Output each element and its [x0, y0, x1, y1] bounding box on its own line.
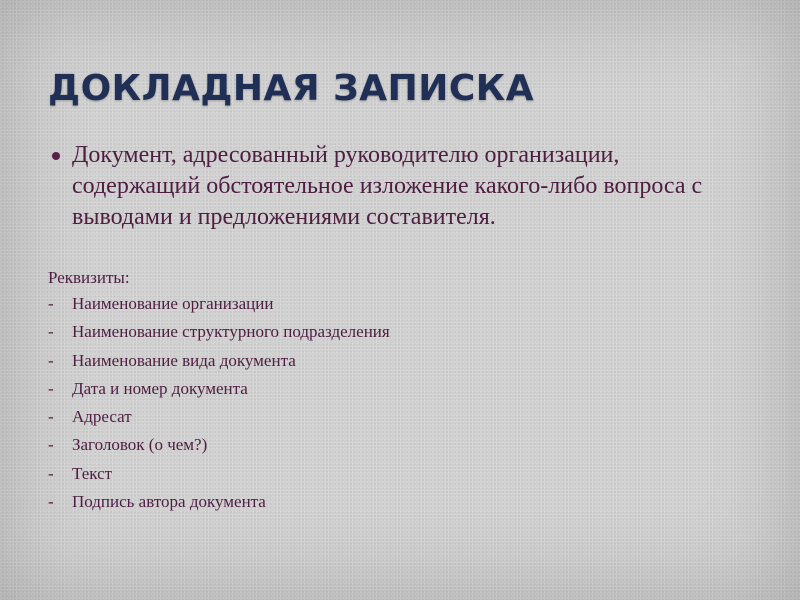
- list-item-text: Наименование вида документа: [72, 350, 296, 370]
- list-item: [48, 435, 390, 463]
- list-item-text: Адресат: [72, 407, 132, 427]
- list-item-text: Дата и номер документа: [72, 378, 248, 398]
- list-item: [48, 407, 390, 435]
- dash-marker: -: [48, 350, 54, 370]
- list-item: [48, 379, 390, 407]
- dash-marker: -: [48, 435, 54, 455]
- list-item: [48, 351, 390, 379]
- list-item-text: Подпись автора документа: [72, 492, 266, 512]
- dash-marker: -: [48, 407, 54, 427]
- list-item: [48, 464, 390, 492]
- requisites-label: Реквизиты:: [48, 268, 130, 287]
- list-item-text: Текст: [72, 463, 113, 483]
- dash-marker: -: [48, 463, 54, 483]
- definition-bullet: [48, 140, 738, 233]
- bullet-dot-icon: [52, 152, 60, 160]
- definition-text: Документ, адресованный руководителю организации, содержащий обстоятельное изложение какого-либо вопроса с выводами и предложениями составителя.: [72, 142, 703, 230]
- list-item-text: Наименование организации: [72, 294, 274, 313]
- list-item: [48, 322, 390, 350]
- dash-marker: -: [48, 294, 54, 313]
- requisites-list: [48, 294, 390, 520]
- dash-marker: -: [48, 492, 54, 512]
- slide-title: ДОКЛАДНАЯ ЗАПИСКА: [48, 68, 535, 109]
- list-item-text: Заголовок (о чем?): [72, 435, 208, 455]
- list-item: [48, 492, 390, 520]
- dash-marker: -: [48, 378, 54, 398]
- list-item-text: Наименование структурного подразделения: [72, 322, 390, 342]
- list-item: [48, 294, 390, 322]
- dash-marker: -: [48, 322, 54, 342]
